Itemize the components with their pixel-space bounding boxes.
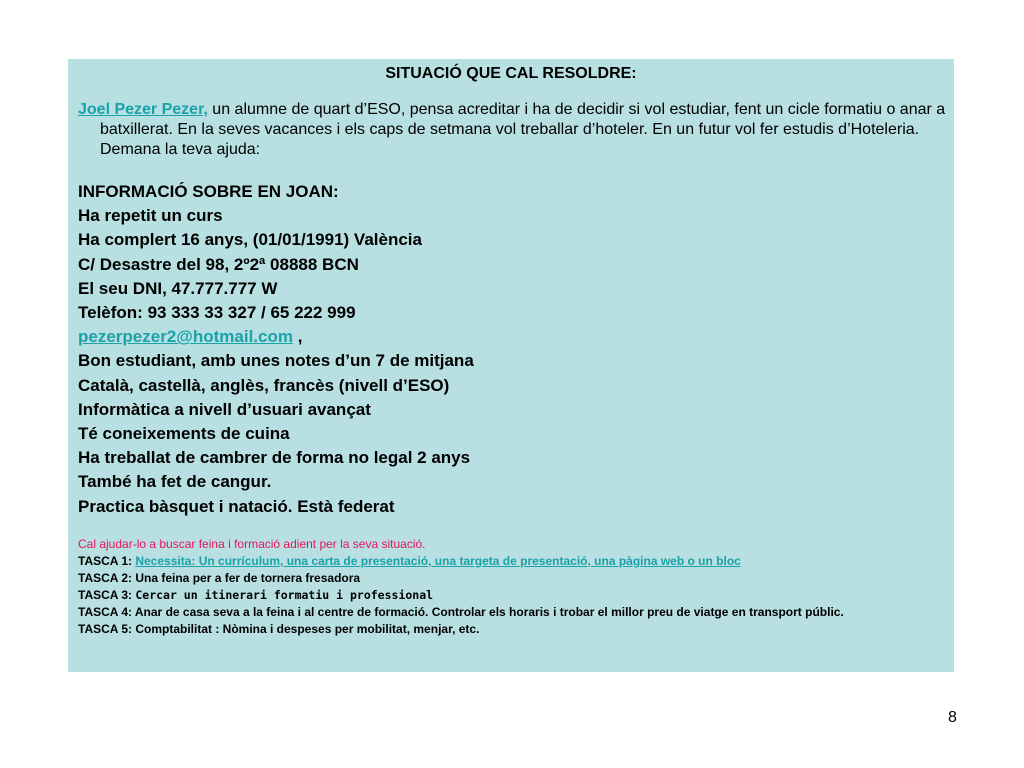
student-name-link[interactable]: Joel Pezer Pezer, [78, 101, 208, 118]
email-line [78, 325, 944, 349]
task-item [78, 604, 944, 621]
email-suffix: , [292, 327, 303, 347]
info-line: Ha treballat de cambrer de forma no legal 2 anys [78, 448, 471, 468]
info-line: Català, castellà, anglès, francès (nivell d’ESO) [78, 375, 450, 395]
info-line: Telèfon: 93 333 33 327 / 65 222 999 [78, 303, 356, 323]
task-label: TASCA 3: [78, 587, 136, 602]
task-label: TASCA 2: [78, 570, 136, 585]
task-list [78, 553, 944, 638]
info-line: Té coneixements de cuina [78, 424, 290, 444]
task-text: Comptabilitat : Nòmina i despeses per mobilitat, menjar, etc. [135, 621, 480, 636]
task-label: TASCA 5: [78, 621, 136, 636]
situation-title: SITUACIÓ QUE CAL RESOLDRE: [385, 65, 637, 82]
student-info [78, 180, 944, 519]
task-item [78, 587, 944, 604]
info-line: També ha fet de cangur. [78, 472, 272, 492]
info-heading: INFORMACIÓ SOBRE EN JOAN: [78, 182, 339, 201]
task-text: Anar de casa seva a la feina i al centre de formació. Controlar els horaris i trobar el millor preu de viatge en transport públic. [134, 604, 844, 619]
task-label: TASCA 1: [78, 553, 136, 568]
intro-paragraph [78, 100, 966, 160]
task-text: Cercar un itinerari formatiu i professional [135, 587, 434, 602]
info-line: Informàtica a nivell d’usuari avançat [78, 399, 371, 419]
task-item [78, 553, 944, 570]
help-note: Cal ajudar-lo a buscar feina i formació adient per la seva situació. [78, 536, 426, 551]
task-link[interactable]: Necessita: Un currículum, una carta de presentació, una targeta de presentació, una pàgina web o un bloc [135, 553, 741, 568]
info-line: Ha complert 16 anys, (01/01/1991) València [78, 230, 422, 250]
page-number: 8 [948, 709, 957, 726]
task-item [78, 570, 944, 587]
task-text: Una feina per a fer de tornera fresadora [135, 570, 361, 585]
info-line: Practica bàsquet i natació. Està federat [78, 496, 395, 516]
info-line: Ha repetit un curs [78, 206, 223, 226]
task-item [78, 621, 944, 638]
task-label: TASCA 4: [78, 604, 135, 619]
info-line: C/ Desastre del 98, 2º2ª 08888 BCN [78, 254, 359, 274]
email-link[interactable]: pezerpezer2@hotmail.com [78, 327, 293, 347]
info-line: El seu DNI, 47.777.777 W [78, 278, 278, 298]
info-line: Bon estudiant, amb unes notes d’un 7 de mitjana [78, 351, 474, 371]
intro-text: un alumne de quart d’ESO, pensa acreditar i ha de decidir si vol estudiar, fent un cicle formatiu o anar a batxillerat. En la seves vacances i els caps de setmana vol treballar d’hoteler. En un futur vol fer estudis d’Hoteleria. Demana la teva ajuda: [100, 101, 946, 158]
content-box [68, 59, 954, 672]
